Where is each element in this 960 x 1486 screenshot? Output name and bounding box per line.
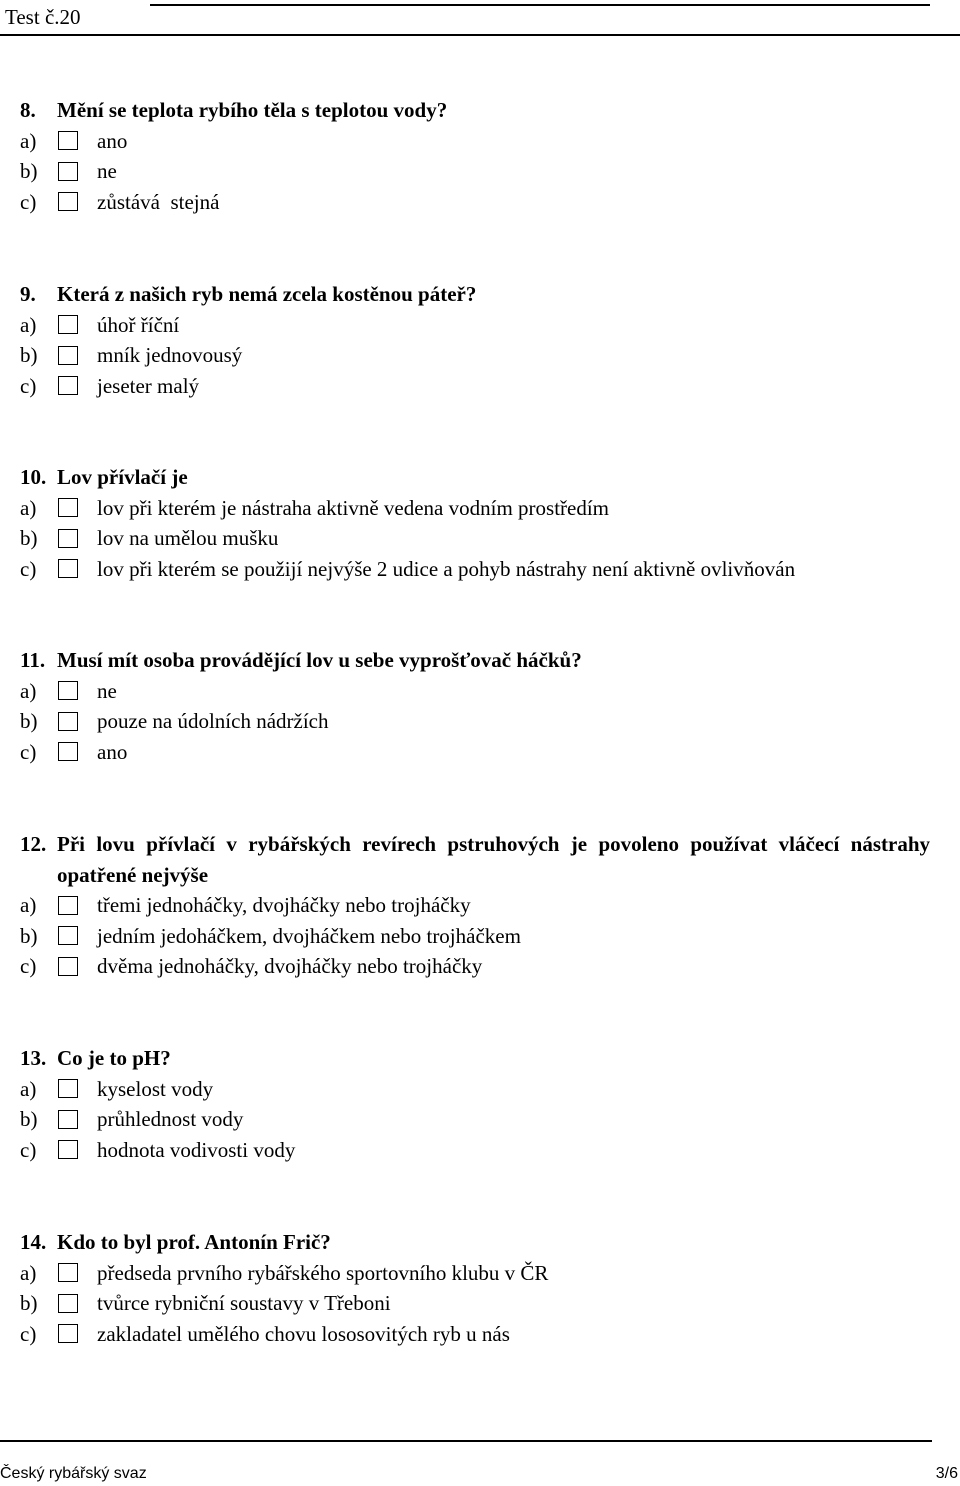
page-number: 3/6 <box>935 1465 958 1482</box>
option-letter: b) <box>20 923 38 948</box>
answer-checkbox[interactable] <box>58 346 78 365</box>
option-text: úhoř říční <box>97 312 180 337</box>
question-text: Která z našich ryb nemá zcela kostěnou páteř? <box>57 282 477 306</box>
footer-rule <box>0 1440 932 1442</box>
test-title: Test č.20 <box>5 5 81 29</box>
question-9 <box>20 279 930 401</box>
answer-checkbox[interactable] <box>58 1110 78 1129</box>
question-heading <box>20 462 930 493</box>
answer-checkbox[interactable] <box>58 1324 78 1343</box>
option-text: lov při kterém se použijí nejvýše 2 udice a pohyb nástrahy není aktivně ovlivňován <box>97 556 796 581</box>
option-letter: a) <box>20 893 37 917</box>
option-text: lov při kterém je nástraha aktivně vedena vodním prostředím <box>97 495 610 520</box>
answer-checkbox[interactable] <box>58 742 78 761</box>
answer-option-c[interactable] <box>20 737 930 768</box>
answer-option-c[interactable] <box>20 1135 930 1166</box>
answer-checkbox[interactable] <box>58 529 78 548</box>
answer-option-a[interactable] <box>20 310 930 341</box>
answer-checkbox[interactable] <box>58 162 78 181</box>
question-heading <box>20 95 930 126</box>
option-text: ne <box>97 678 117 703</box>
question-number: 8. <box>20 98 36 122</box>
answer-option-c[interactable] <box>20 951 930 982</box>
answer-option-b[interactable] <box>20 1104 930 1135</box>
option-text: dvěma jednoháčky, dvojháčky nebo trojháčky <box>97 954 483 978</box>
question-11 <box>20 645 930 767</box>
option-letter: a) <box>20 312 37 337</box>
question-text: Při lovu přívlačí v rybářských revírech pstruhových je povoleno používat vláčecí nástrahy opatřené nejvýše <box>57 832 930 887</box>
option-letter: a) <box>20 1260 37 1285</box>
option-text: předseda prvního rybářského sportovního klubu v ČR <box>97 1260 549 1285</box>
answer-checkbox[interactable] <box>58 681 78 700</box>
option-letter: a) <box>20 678 37 703</box>
question-heading <box>20 1043 930 1074</box>
answer-option-c[interactable] <box>20 1319 930 1350</box>
answer-checkbox[interactable] <box>58 131 78 150</box>
answer-checkbox[interactable] <box>58 1294 78 1313</box>
option-letter: b) <box>20 343 38 367</box>
question-text: Mění se teplota rybího těla s teplotou vody? <box>57 98 448 122</box>
option-letter: c) <box>20 739 37 764</box>
answer-option-a[interactable] <box>20 493 930 524</box>
question-14 <box>20 1227 930 1349</box>
option-letter: a) <box>20 495 37 520</box>
answer-option-b[interactable] <box>20 706 930 737</box>
option-letter: c) <box>20 189 37 214</box>
question-heading <box>20 1227 930 1258</box>
answer-option-c[interactable] <box>20 371 930 402</box>
answer-checkbox[interactable] <box>58 559 78 578</box>
option-text: jeseter malý <box>97 373 200 398</box>
question-heading <box>20 829 930 890</box>
option-text: třemi jednoháčky, dvojháčky nebo trojháčky <box>97 893 471 917</box>
option-letter: b) <box>20 1107 38 1131</box>
answer-option-c[interactable] <box>20 554 930 585</box>
answer-option-b[interactable] <box>20 921 930 952</box>
question-number: 9. <box>20 282 36 306</box>
option-letter: c) <box>20 373 37 398</box>
option-text: lov na umělou mušku <box>97 526 279 550</box>
option-letter: c) <box>20 1137 37 1162</box>
option-text: mník jednovousý <box>97 343 243 367</box>
question-text: Musí mít osoba provádějící lov u sebe vyprošťovač háčků? <box>57 648 582 672</box>
answer-checkbox[interactable] <box>58 1079 78 1098</box>
option-text: jedním jedoháčkem, dvojháčkem nebo trojháčkem <box>97 923 521 948</box>
header-rule <box>150 4 930 6</box>
question-number: 11. <box>20 648 46 672</box>
answer-option-a[interactable] <box>20 126 930 157</box>
question-text: Kdo to byl prof. Antonín Frič? <box>57 1230 331 1254</box>
answer-option-b[interactable] <box>20 156 930 187</box>
question-heading <box>20 279 930 310</box>
answer-checkbox[interactable] <box>58 957 78 976</box>
option-letter: c) <box>20 954 37 978</box>
answer-checkbox[interactable] <box>58 376 78 395</box>
answer-option-c[interactable] <box>20 187 930 218</box>
answer-checkbox[interactable] <box>58 498 78 517</box>
option-text: tvůrce rybniční soustavy v Třeboni <box>97 1291 391 1315</box>
answer-checkbox[interactable] <box>58 896 78 915</box>
question-10 <box>20 462 930 584</box>
question-text: Lov přívlačí je <box>57 465 188 489</box>
answer-option-b[interactable] <box>20 523 930 554</box>
option-letter: a) <box>20 1076 37 1101</box>
option-letter: b) <box>20 526 38 550</box>
question-number: 14. <box>20 1230 47 1254</box>
answer-option-a[interactable] <box>20 1258 930 1289</box>
option-text: kyselost vody <box>97 1076 214 1101</box>
organization-name: Český rybářský svaz <box>0 1465 147 1482</box>
option-text: ne <box>97 159 117 183</box>
option-text: pouze na údolních nádržích <box>97 709 329 733</box>
option-text: ano <box>97 739 128 764</box>
option-text: zakladatel umělého chovu lososovitých ryb u nás <box>97 1321 510 1346</box>
answer-option-b[interactable] <box>20 1288 930 1319</box>
answer-option-a[interactable] <box>20 890 930 921</box>
question-8 <box>20 95 930 217</box>
question-text: Co je to pH? <box>57 1046 171 1070</box>
page-footer <box>0 1440 960 1486</box>
option-letter: c) <box>20 1321 37 1346</box>
option-text: ano <box>97 128 128 153</box>
question-number: 13. <box>20 1046 47 1070</box>
answer-option-b[interactable] <box>20 340 930 371</box>
question-13 <box>20 1043 930 1165</box>
option-letter: b) <box>20 1291 38 1315</box>
answer-checkbox[interactable] <box>58 712 78 731</box>
option-text: zůstává stejná <box>97 189 220 214</box>
option-letter: b) <box>20 159 38 183</box>
option-letter: b) <box>20 709 38 733</box>
answer-option-a[interactable] <box>20 676 930 707</box>
question-number: 10. <box>20 465 47 489</box>
answer-checkbox[interactable] <box>58 926 78 945</box>
answer-checkbox[interactable] <box>58 1263 78 1282</box>
option-text: průhlednost vody <box>97 1107 244 1131</box>
page-header <box>0 0 960 36</box>
answer-option-a[interactable] <box>20 1074 930 1105</box>
question-number: 12. <box>20 832 47 856</box>
option-letter: c) <box>20 556 37 581</box>
question-heading <box>20 645 930 676</box>
answer-checkbox[interactable] <box>58 1140 78 1159</box>
answer-checkbox[interactable] <box>58 315 78 334</box>
option-text: hodnota vodivosti vody <box>97 1137 296 1162</box>
answer-checkbox[interactable] <box>58 192 78 211</box>
question-12 <box>20 829 930 982</box>
option-letter: a) <box>20 128 37 153</box>
